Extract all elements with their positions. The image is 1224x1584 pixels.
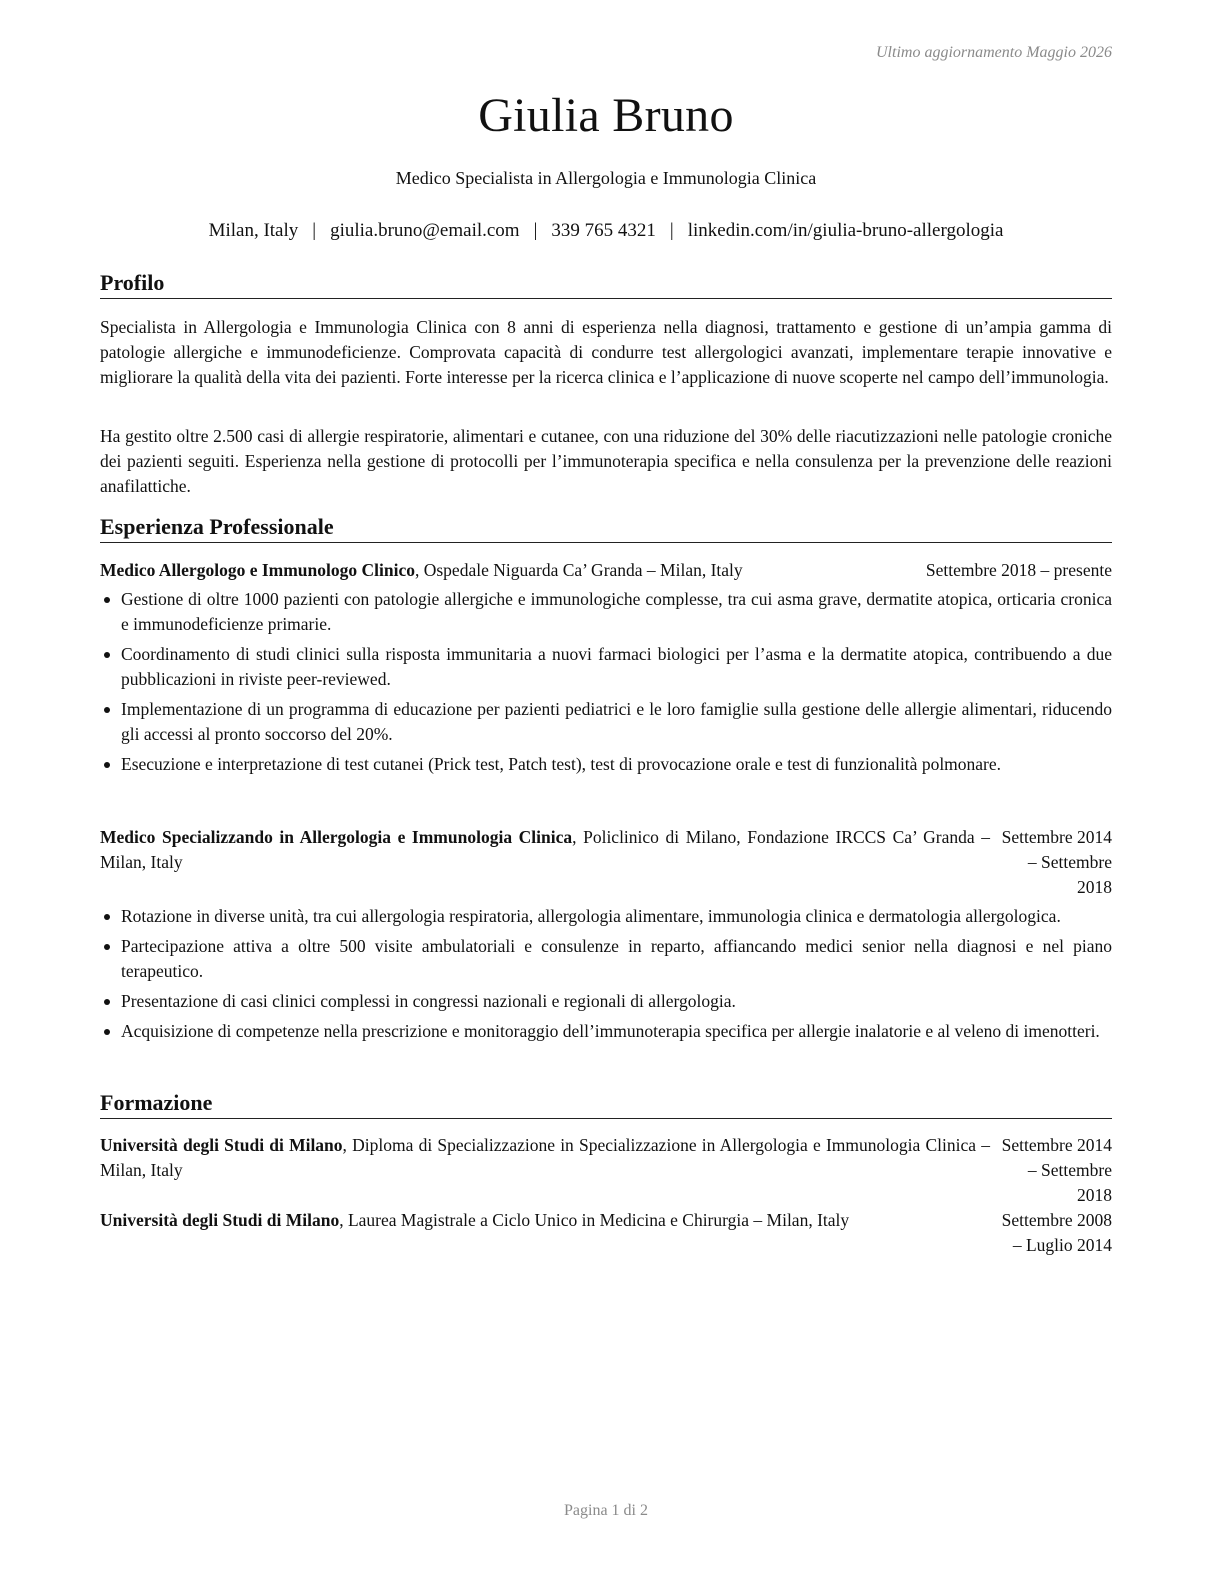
job-bullets	[100, 904, 1112, 1044]
job-role: Medico Allergologo e Immunologo Clinico	[100, 560, 415, 580]
resume-page	[100, 0, 1112, 1584]
job-dates: Settembre 2018 – presente	[925, 560, 1112, 580]
list-item: Implementazione di un programma di educazione per pazienti pediatrici e le loro famiglie sulla gestione delle allergie alimentari, riducendo gli accessi al pronto soccorso del 20%.	[100, 697, 1112, 747]
school-name: Università degli Studi di Milano	[100, 1135, 343, 1155]
list-item: Partecipazione attiva a oltre 500 visite ambulatoriali e consulenze in reparto, affiancando medici senior nella diagnosi e nel piano terapeutico.	[100, 934, 1112, 984]
list-item: Rotazione in diverse unità, tra cui allergologia respiratoria, allergologia alimentare, immunologia clinica e dermatologia allergologica.	[100, 904, 1112, 929]
entry-heading	[100, 1208, 990, 1233]
contact-separator: |	[669, 220, 674, 241]
contact-location: Milan, Italy	[208, 220, 299, 241]
education-dates: Settembre 2014 – Settembre 2018	[1001, 1135, 1112, 1205]
degree-name: , Diploma di Specializzazione in Specializzazione in Allergologia e Immunologia Clinica – Milan, Italy	[100, 1135, 990, 1180]
contact-separator: |	[312, 220, 317, 241]
section-title-experience: Esperienza Professionale	[100, 514, 1112, 543]
entry-heading	[100, 1133, 990, 1183]
entry-header	[100, 1133, 1112, 1208]
last-updated: Ultimo aggiornamento Maggio 2026	[876, 44, 1112, 61]
list-item: Esecuzione e interpretazione di test cutanei (Prick test, Patch test), test di provocazione orale e test di funzionalità polmonare.	[100, 752, 1112, 777]
list-item: Acquisizione di competenze nella prescrizione e monitoraggio dell’immunoterapia specifica per allergie inalatorie e al veleno di imenotteri.	[100, 1019, 1112, 1044]
degree-name: , Laurea Magistrale a Ciclo Unico in Medicina e Chirurgia – Milan, Italy	[339, 1210, 850, 1230]
entry-header	[100, 825, 1112, 900]
section-title-profile: Profilo	[100, 270, 1112, 299]
profile-paragraph-2: Ha gestito oltre 2.500 casi di allergie respiratorie, alimentari e cutanee, con una riduzione del 30% delle riacutizzazioni nelle patologie croniche dei pazienti seguiti. Esperienza nella gestione di protocolli per l’immunoterapia specifica e nella consulenza per la prevenzione delle reazioni anafilattiche.	[100, 426, 1112, 496]
experience-entry	[100, 825, 1112, 1049]
candidate-name: Giulia Bruno	[478, 89, 734, 142]
entry-heading	[100, 825, 990, 875]
experience-entry	[100, 558, 1112, 782]
job-bullets	[100, 587, 1112, 777]
job-organization: , Ospedale Niguarda Ca’ Granda – Milan, Italy	[414, 560, 743, 580]
education-entry	[100, 1133, 1112, 1208]
entry-heading	[100, 558, 922, 583]
contact-line	[100, 220, 1112, 242]
entry-header	[100, 1208, 1112, 1258]
section-title-education: Formazione	[100, 1090, 1112, 1119]
contact-email[interactable]: giulia.bruno@email.com	[330, 220, 520, 241]
contact-separator: |	[533, 220, 538, 241]
list-item: Presentazione di casi clinici complessi in congressi nazionali e regionali di allergologia.	[100, 989, 1112, 1014]
job-role: Medico Specializzando in Allergologia e Immunologia Clinica	[100, 827, 573, 847]
contact-phone: 339 765 4321	[551, 220, 656, 241]
education-dates: Settembre 2008 – Luglio 2014	[1001, 1210, 1112, 1255]
job-dates: Settembre 2014 – Settembre 2018	[1001, 827, 1112, 897]
job-organization: , Policlinico di Milano, Fondazione IRCCS Ca’ Granda – Milan, Italy	[100, 827, 990, 872]
contact-linkedin[interactable]: linkedin.com/in/giulia-bruno-allergologia	[687, 220, 1004, 241]
list-item: Gestione di oltre 1000 pazienti con patologie allergiche e immunologiche complesse, tra cui asma grave, dermatite atopica, orticaria cronica e immunodeficienze primarie.	[100, 587, 1112, 637]
school-name: Università degli Studi di Milano	[100, 1210, 340, 1230]
education-entry	[100, 1208, 1112, 1258]
list-item: Coordinamento di studi clinici sulla risposta immunitaria a nuovi farmaci biologici per l’asma e la dermatite atopica, contribuendo a due pubblicazioni in riviste peer-reviewed.	[100, 642, 1112, 692]
page-number: Pagina 1 di 2	[564, 1502, 648, 1519]
profile-paragraph-1: Specialista in Allergologia e Immunologia Clinica con 8 anni di esperienza nella diagnosi, trattamento e gestione di un’ampia gamma di patologie allergiche e immunodeficienze. Comprovata capacità di condurre test allergologici avanzati, implementare terapie innovative e migliorare la qualità della vita dei pazienti. Forte interesse per la ricerca clinica e l’applicazione di nuove scoperte nel campo dell’immunologia.	[100, 317, 1112, 387]
candidate-title: Medico Specialista in Allergologia e Immunologia Clinica	[395, 168, 817, 188]
entry-header	[100, 558, 1112, 583]
